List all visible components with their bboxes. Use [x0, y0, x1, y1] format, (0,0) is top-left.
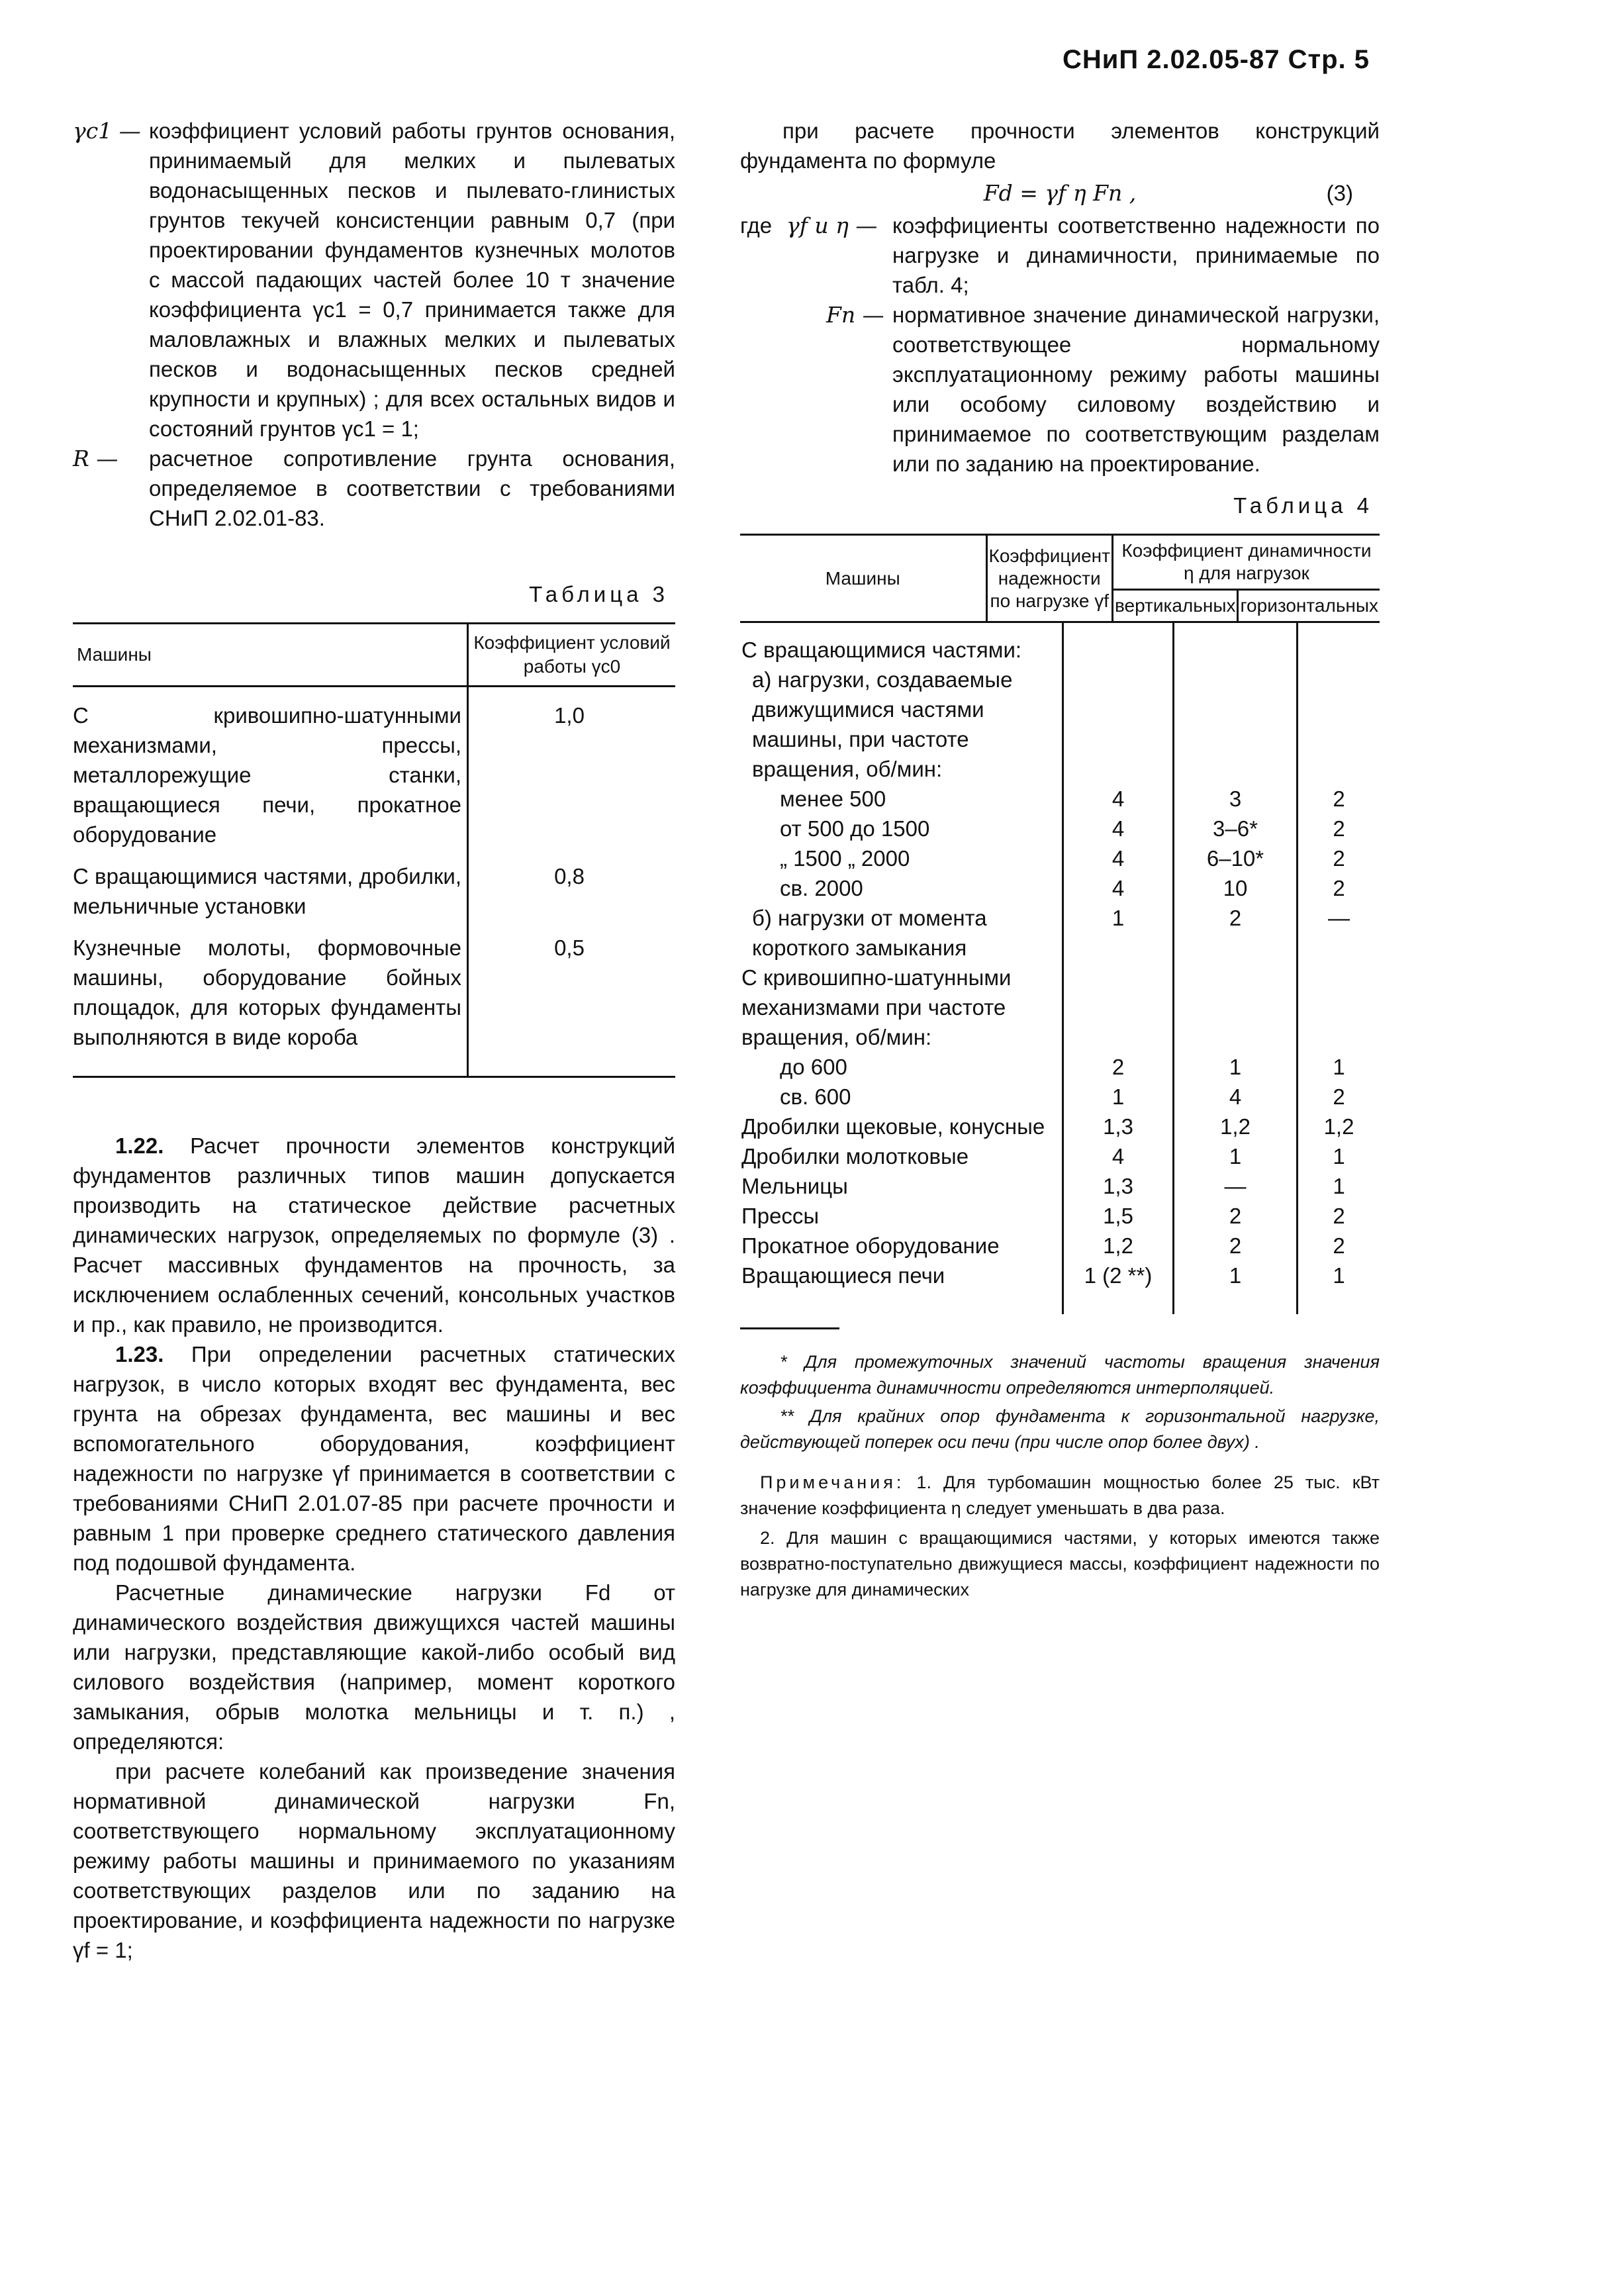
table4-cell-name: св. 2000	[780, 876, 863, 900]
table4-cell-vertical: 3–6*	[1174, 814, 1298, 843]
table-row	[740, 903, 1380, 963]
table4-cell-name: Прокатное оборудование	[741, 1233, 1000, 1258]
definition-symbol: Fn —	[826, 302, 884, 328]
table4-cell-gf: 1	[1063, 903, 1174, 963]
table4-cell-horizontal: 2	[1298, 873, 1380, 903]
table-row	[740, 1290, 1380, 1314]
table4-head-machines: Машины	[740, 535, 986, 622]
table4-cell-gf: 4	[1063, 873, 1174, 903]
table3-header-row	[73, 624, 675, 687]
table4-cell-horizontal: 2	[1298, 843, 1380, 873]
table4-cell-gf: 1,5	[1063, 1201, 1174, 1231]
table4-head-gf: Коэффициент надежности по нагрузке γf	[986, 535, 1112, 622]
table4-cell-vertical: 1	[1174, 1052, 1298, 1082]
table-row	[740, 1141, 1380, 1171]
table4-cell-vertical: 10	[1174, 873, 1298, 903]
footnote-1: * Для промежуточных значений частоты вращения значения коэффициента динамичности определяются интерполяцией.	[740, 1352, 1380, 1398]
table3-cell-value: 1,0	[554, 703, 585, 728]
remark-text: 1. Для турбомашин мощностью более 25 тыс. кВт значение коэффициента η следует уменьшать в два раза.	[740, 1472, 1380, 1518]
footnote-2: ** Для крайних опор фундамента к горизонтальной нагрузке, действующей поперек оси печи (при числе опор более двух) .	[740, 1406, 1380, 1452]
table-row	[740, 784, 1380, 814]
table4-cell-horizontal: 2	[1298, 1082, 1380, 1112]
table4-cell-gf: 1,3	[1063, 1171, 1174, 1201]
table4-cell-gf: 4	[1063, 1141, 1174, 1171]
table-row	[740, 963, 1380, 1052]
table3-cell-name: С кривошипно-шатунными механизмами, прессы, металлорежущие станки, вращающиеся печи, прокатное оборудование	[73, 693, 468, 853]
table4-cell-name: до 600	[780, 1055, 847, 1079]
paragraph-strength: при расчете прочности элементов конструкций фундамента по формуле	[740, 119, 1380, 173]
table4-cell-name: С вращающимися частями:	[741, 638, 1022, 662]
formula-3	[740, 178, 1380, 208]
table4-cell-gf	[1063, 623, 1174, 665]
table4	[740, 534, 1380, 623]
left-column	[73, 116, 675, 1965]
table4-cell-gf	[1063, 963, 1174, 1052]
table4-cell-vertical: 6–10*	[1174, 843, 1298, 873]
table4-cell-gf: 2	[1063, 1052, 1174, 1082]
table4-cell-name: менее 500	[780, 787, 886, 811]
table4-cell-vertical: 2	[1174, 1201, 1298, 1231]
table4-cell-name: С кривошипно-шатунными механизмами при частоте вращения, об/мин:	[741, 965, 1012, 1049]
table4-cell-gf: 1	[1063, 1082, 1174, 1112]
table3	[73, 622, 675, 1078]
paragraph-1-23	[73, 1339, 675, 1578]
table4-cell-name: Прессы	[741, 1204, 820, 1228]
table4-cell-horizontal: 1	[1298, 1141, 1380, 1171]
table4-cell-vertical: —	[1174, 1171, 1298, 1201]
table-row	[740, 814, 1380, 843]
table4-cell-horizontal: —	[1298, 903, 1380, 963]
table4-cell-vertical: 1	[1174, 1261, 1298, 1290]
table4-cell-horizontal	[1298, 665, 1380, 784]
definition-symbol: γf и η —	[786, 213, 878, 238]
definition-gf-eta	[740, 211, 1380, 300]
table3-head-machines: Машины	[73, 624, 468, 687]
table4-cell-horizontal: 2	[1298, 1231, 1380, 1261]
table4-head-horizontal: горизонтальных	[1238, 590, 1380, 622]
table4-head-vertical: вертикальных	[1112, 590, 1238, 622]
paragraph-number: 1.23.	[115, 1342, 164, 1366]
remark-1	[740, 1470, 1380, 1521]
table4-cell-gf: 4	[1063, 843, 1174, 873]
table-row	[73, 687, 675, 693]
paragraph-1-22	[73, 1131, 675, 1339]
page-header: СНиП 2.02.05-87 Стр. 5	[1063, 45, 1370, 74]
table3-cell-name: С вращающимися частями, дробилки, мельничные установки	[73, 853, 468, 925]
table4-body	[740, 623, 1380, 1314]
table4-cell-name: Мельницы	[741, 1174, 848, 1198]
definition-text: коэффициенты соответственно надежности по нагрузке и динамичности, принимаемые по табл. 4;	[892, 213, 1380, 297]
table4-cell-vertical	[1174, 665, 1298, 784]
table4-cell-name: Дробилки молотковые	[741, 1144, 969, 1169]
table4-cell-horizontal	[1298, 963, 1380, 1052]
formula-expression: Fd = γf η Fn ,	[983, 180, 1137, 206]
table4-cell-horizontal: 1,2	[1298, 1112, 1380, 1141]
table4-cell-vertical	[1174, 623, 1298, 665]
definition-text: нормативное значение динамической нагрузки, соответствующее нормальному эксплуатационному режиму работы машины или особому силовому воздействию и принимаемое по соответствующим разделам или по заданию на проектирование.	[892, 303, 1380, 476]
paragraph-text: Расчет прочности элементов конструкций фундаментов различных типов машин допускается производить на статическое действие расчетных динамических нагрузок, определяемых по формуле (3) . Расчет массивных фундаментов на прочность, за исключением ослабленных сечений, консольных участков и пр., как правило, не производится.	[73, 1133, 676, 1337]
table-row	[740, 1112, 1380, 1141]
table4-cell-horizontal: 2	[1298, 1201, 1380, 1231]
table-row	[73, 693, 675, 853]
table4-cell-name: Дробилки щековые, конусные	[741, 1114, 1045, 1139]
paragraph-number: 1.22.	[115, 1133, 164, 1158]
definition-symbol: γc1 —	[73, 118, 141, 144]
table-row	[73, 925, 675, 1077]
table4-cell-horizontal: 1	[1298, 1261, 1380, 1290]
table4-cell-name: Вращающиеся печи	[741, 1263, 945, 1288]
table-row	[740, 873, 1380, 903]
table-row	[73, 853, 675, 925]
table4-cell-name: б) нагрузки от момента короткого замыкания	[752, 906, 987, 960]
table-row	[740, 1201, 1380, 1231]
remark-2: 2. Для машин с вращающимися частями, у которых имеются также возвратно-поступательно движущиеся массы, коэффициент надежности по нагрузке для динамических	[740, 1528, 1380, 1600]
table3-cell-value: 0,8	[554, 864, 585, 888]
table-row	[740, 1231, 1380, 1261]
table3-cell-value: 0,5	[468, 925, 676, 1077]
table4-notes	[740, 1349, 1380, 1603]
table4-cell-name: св. 600	[780, 1084, 851, 1109]
table3-caption: Таблица 3	[529, 582, 669, 606]
table4-cell-vertical: 3	[1174, 784, 1298, 814]
table-row	[740, 1261, 1380, 1290]
table4-header-row-1	[740, 535, 1380, 590]
table4-cell-vertical: 1,2	[1174, 1112, 1298, 1141]
table4-cell-vertical: 4	[1174, 1082, 1298, 1112]
table-row	[740, 665, 1380, 784]
table-row	[740, 1171, 1380, 1201]
definition-symbol: R —	[73, 446, 118, 471]
table4-cell-vertical	[1174, 963, 1298, 1052]
table4-cell-horizontal	[1298, 623, 1380, 665]
definition-gamma-c1	[73, 116, 675, 444]
table-row	[740, 1082, 1380, 1112]
definition-r	[73, 444, 675, 533]
footnote-separator	[740, 1327, 839, 1329]
paragraph-oscillation: при расчете колебаний как произведение значения нормативной динамической нагрузки Fn, соответствующего нормальному эксплуатационному режиму работы машины и принимаемого по указаниям соответствующих разделов или по заданию на проектирование, и коэффициента надежности по нагрузке γf = 1;	[73, 1759, 675, 1962]
table4-cell-horizontal: 2	[1298, 814, 1380, 843]
table4-cell-horizontal: 2	[1298, 784, 1380, 814]
table4-cell-gf: 4	[1063, 784, 1174, 814]
table4-cell-horizontal: 1	[1298, 1052, 1380, 1082]
table4-cell-name: „ 1500 „ 2000	[780, 846, 910, 871]
paragraph-fd: Расчетные динамические нагрузки Fd от динамического воздействия движущихся частей машины или нагрузки, представляющие какой-либо особый вид силового воздействия (например, момент короткого замыкания, обрыв молотка мельницы и т. п.) , определяются:	[73, 1580, 675, 1754]
table4-cell-gf: 4	[1063, 814, 1174, 843]
table4-cell-vertical: 2	[1174, 903, 1298, 963]
formula-number: (3)	[1326, 181, 1353, 205]
table4-head-eta: Коэффициент динамичности η для нагрузок	[1112, 535, 1380, 590]
definition-text: коэффициент условий работы грунтов основания, принимаемый для мелких и пылеватых водонасыщенных песков и пылевато-глинистых грунтов текучей консистенции равным 0,7 (при проектировании фундаментов кузнечных молотов с массой падающих частей более 10 т значение коэффициента γc1 = 0,7 принимается также для маловлажных и влажных мелких и пылеватых песков и водонасыщенных песков средней крупности и крупных) ; для всех остальных видов и состояний грунтов γc1 = 1;	[149, 119, 675, 441]
table4-cell-gf: 1,3	[1063, 1112, 1174, 1141]
table4-cell-gf: 1,2	[1063, 1231, 1174, 1261]
table-row	[740, 623, 1380, 665]
table3-head-coefficient: Коэффициент условий работы γc0	[468, 624, 676, 687]
table4-cell-name: а) нагрузки, создаваемые движущимися частями машины, при частоте вращения, об/мин:	[752, 667, 1013, 781]
table4-cell-name: от 500 до 1500	[780, 816, 930, 841]
table4-cell-gf: 1 (2 **)	[1063, 1261, 1174, 1290]
definition-text: расчетное сопротивление грунта основания, определяемое в соответствии с требованиями СНиП 2.02.01-83.	[149, 446, 675, 530]
table4-cell-horizontal: 1	[1298, 1171, 1380, 1201]
table4-cell-vertical: 2	[1174, 1231, 1298, 1261]
paragraph-text: При определении расчетных статических нагрузок, в число которых входят вес фундамента, вес грунта на обрезах фундамента, вес машины и вес вспомогательного оборудования, коэффициент надежности по нагрузке γf принимается в соответствии с требованиями СНиП 2.01.07-85 при расчете прочности и равным 1 при проверке среднего статического давления под подошвой фундамента.	[73, 1342, 675, 1575]
definition-fn	[740, 300, 1380, 479]
table4-cell-gf	[1063, 665, 1174, 784]
remark-label: Примечания:	[760, 1472, 905, 1492]
table-row	[740, 843, 1380, 873]
table4-cell-vertical: 1	[1174, 1141, 1298, 1171]
table4-caption: Таблица 4	[1233, 493, 1373, 518]
table3-cell-name: Кузнечные молоты, формовочные машины, оборудование бойных площадок, для которых фундаменты выполняются в виде короба	[73, 925, 468, 1077]
where-label: где	[740, 213, 773, 238]
table-row	[740, 1052, 1380, 1082]
right-column	[740, 116, 1380, 1603]
